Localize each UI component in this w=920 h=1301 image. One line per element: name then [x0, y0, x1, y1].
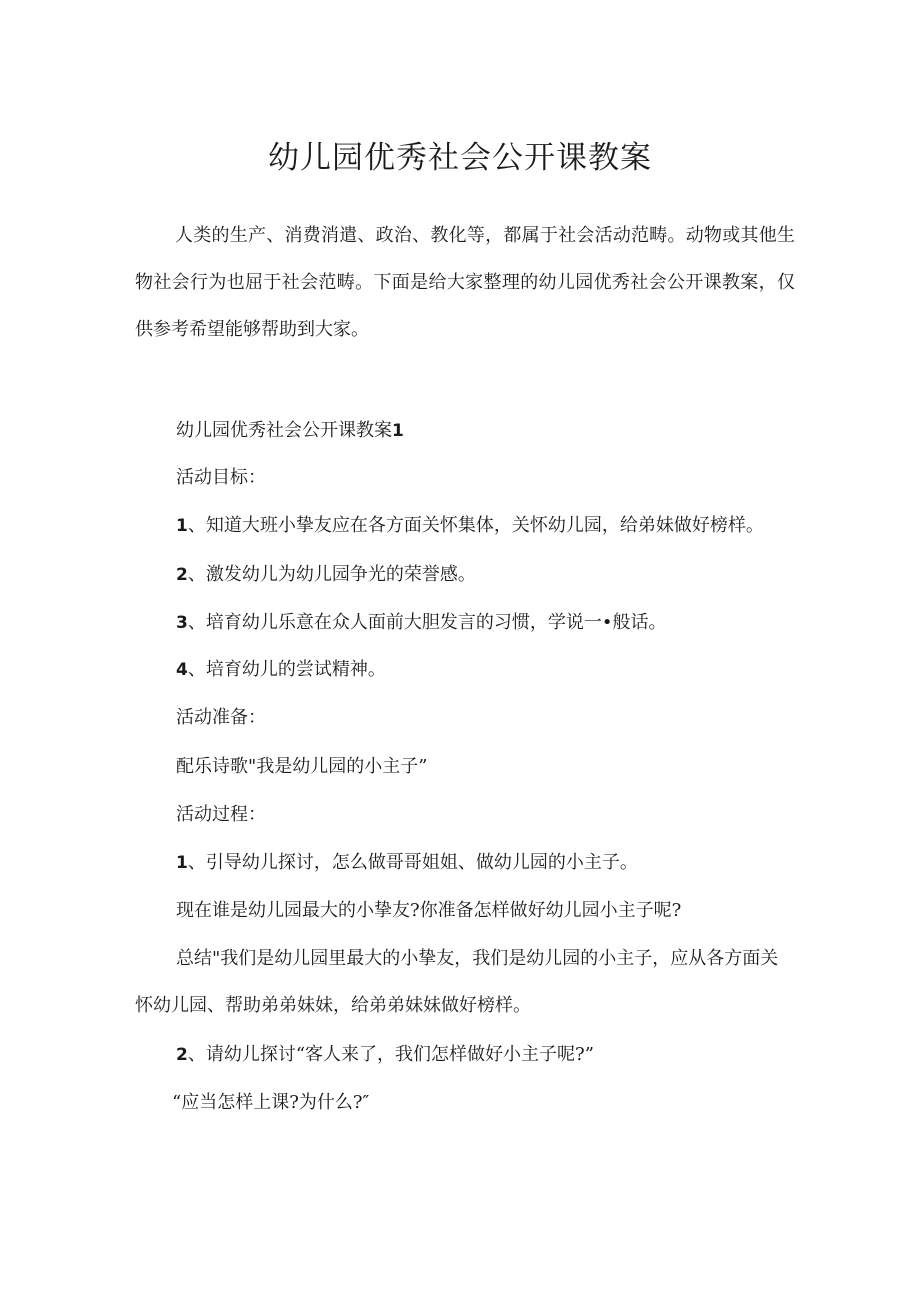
goal-item	[176, 560, 816, 590]
question-text: “应当怎样上课?为什么?″	[172, 1092, 370, 1113]
goal-text: 、知道大班小挚友应在各方面关怀集体，关怀幼儿园，给弟妹做好榜样。	[187, 515, 764, 536]
goal-item	[176, 608, 816, 638]
goals-heading: 活动目标：	[176, 467, 266, 488]
goal-number: 3	[176, 613, 188, 633]
question-text: 现在谁是幼儿园最大的小挚友?你准备怎样做好幼儿园小主子呢?	[176, 900, 682, 921]
goal-number: 2	[176, 565, 188, 585]
step-text: 、引导幼儿探讨，怎么做哥哥姐姐、做幼儿园的小主子。	[187, 852, 638, 873]
goal-number: 1	[176, 516, 188, 536]
goal-item	[176, 655, 816, 685]
goal-number: 4	[176, 660, 188, 680]
goal-text: 、培育幼儿的尝试精神。	[187, 659, 386, 680]
section-heading	[176, 416, 816, 446]
step-text: 、请幼儿探讨“客人来了，我们怎样做好小主子呢?”	[187, 1044, 594, 1065]
goal-text: 、培育幼儿乐意在众人面前大胆发言的习惯，学说一•般话。	[187, 612, 667, 633]
prep-heading: 活动准备：	[176, 707, 266, 728]
goal-text: 、激发幼儿为幼儿园争光的荣誉感。	[187, 564, 476, 585]
section-number: 1	[392, 421, 404, 441]
summary-paragraph: 总结"我们是幼儿园里最大的小挚友，我们是幼儿园的小主子，应从各方面关怀幼儿园、帮助弟弟妹妹，给弟弟妹妹做好榜样。	[135, 948, 779, 1016]
document-title: 幼儿园优秀社会公开课教案	[268, 140, 652, 176]
step-number: 1	[176, 853, 188, 873]
process-step	[176, 848, 816, 878]
goal-item	[176, 511, 816, 541]
process-heading: 活动过程：	[176, 804, 266, 825]
intro-paragraph: 人类的生产、消费消遣、政治、教化等，都属于社会活动范畴。动物或其他生物社会行为也屈于社会范畴。下面是给大家整理的幼儿园优秀社会公开课教案，仅供参考希望能够帮助到大家。	[135, 225, 795, 340]
section-title: 幼儿园优秀社会公开课教案	[176, 420, 392, 441]
step-number: 2	[176, 1045, 188, 1065]
prep-text: 配乐诗歌"我是幼儿园的小主子”	[176, 756, 428, 777]
process-step	[176, 1040, 816, 1070]
